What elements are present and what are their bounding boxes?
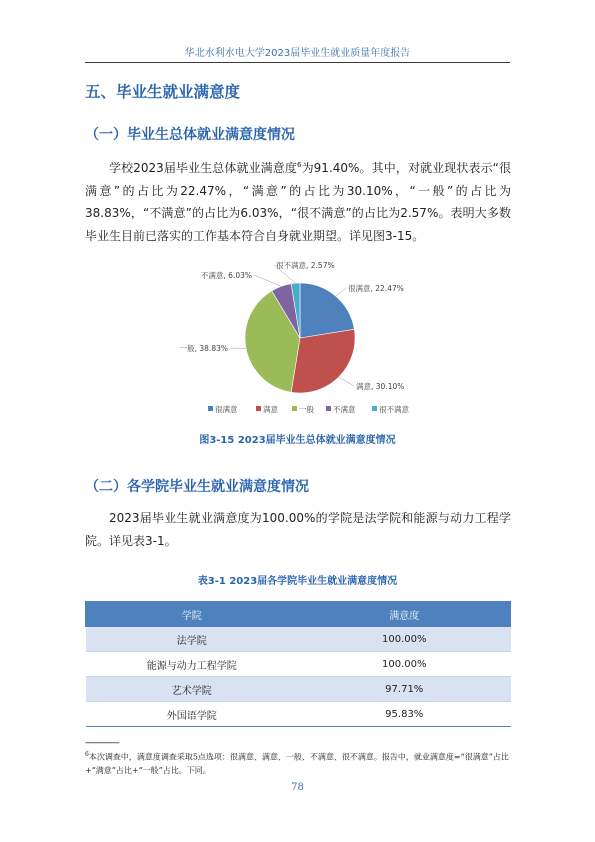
pie-leader-line-0 — [336, 288, 346, 296]
pie-data-label-0: 很满意, 22.47% — [348, 284, 404, 293]
table-row — [86, 702, 511, 727]
cell-college: 艺术学院 — [86, 677, 299, 702]
section-title: 五、毕业生就业满意度 — [85, 83, 241, 101]
legend-item-0 — [208, 404, 238, 414]
figure-caption: 图3-15 2023届毕业生总体就业满意度情况 — [199, 435, 396, 446]
table-caption: 表3-1 2023届各学院毕业生就业满意度情况 — [197, 576, 398, 587]
cell-satisfaction: 97.71% — [298, 677, 511, 702]
column-header-college: 学院 — [86, 602, 299, 627]
legend-swatch-0 — [208, 406, 213, 411]
cell-college: 外国语学院 — [86, 702, 299, 727]
table-row — [86, 627, 511, 652]
footnote-separator: --------------- — [85, 738, 119, 748]
college-satisfaction-table — [85, 601, 511, 727]
table-row — [86, 677, 511, 702]
legend-item-3 — [326, 404, 356, 414]
column-header-satisfaction: 满意度 — [298, 602, 511, 627]
cell-satisfaction: 95.83% — [298, 702, 511, 727]
pie-slice-0 — [300, 283, 354, 338]
table-header-row — [86, 602, 511, 627]
footnote — [85, 748, 513, 777]
legend-item-2 — [292, 404, 314, 414]
footnote-mark: 6 — [85, 751, 89, 758]
footnote-reference[interactable]: 6 — [297, 161, 302, 169]
legend-swatch-4 — [372, 406, 377, 411]
satisfaction-pie-chart — [170, 255, 430, 423]
pie-slice-1 — [291, 329, 355, 393]
legend-item-1 — [256, 404, 278, 414]
legend-label-1: 满意 — [263, 405, 278, 414]
pie-data-label-2: 一般, 38.83% — [179, 344, 228, 353]
legend-item-4 — [372, 404, 409, 414]
legend-swatch-1 — [256, 406, 261, 411]
paragraph-overall-satisfaction — [85, 154, 511, 247]
pie-data-label-3: 不满意, 6.03% — [200, 271, 252, 280]
running-header: 华北水利水电大学2023届毕业生就业质量年度报告 — [184, 48, 411, 59]
footnote-text: 本次调查中，满意度调查采取5点选项：很满意、满意、一般、不满意、很不满意。报告中，就业满意度=“很满意”占比+“满意”占比+“一般”占比。下同。 — [85, 752, 509, 775]
cell-satisfaction: 100.00% — [298, 627, 511, 652]
legend-label-2: 一般 — [299, 405, 314, 414]
pie-leader-line-3 — [254, 275, 281, 286]
cell-satisfaction: 100.00% — [298, 652, 511, 677]
header-rule — [85, 62, 510, 63]
cell-college: 法学院 — [86, 627, 299, 652]
paragraph-text-a: 学校2023届毕业生总体就业满意度 — [109, 161, 297, 175]
table-row — [86, 652, 511, 677]
cell-college: 能源与动力工程学院 — [86, 652, 299, 677]
legend-label-4: 很不满意 — [379, 405, 409, 414]
subsection-title-2: （二）各学院毕业生就业满意度情况 — [85, 479, 309, 495]
legend-label-0: 很满意 — [215, 405, 238, 414]
paragraph-text-b: 为91.40%。其中，对就业现状表示“很满意”的占比为22.47%，“满意”的占比为30.10%，“一般”的占比为38.83%，“不满意”的占比为6.03%，“很不满意”的占比为2.57%。表明大多数毕业生目前已落实的工作基本符合自身就业期望。详见图3-15。 — [85, 161, 511, 243]
legend-swatch-2 — [292, 406, 297, 411]
legend-label-3: 不满意 — [333, 405, 356, 414]
paragraph-college-satisfaction: 2023届毕业生就业满意度为100.00%的学院是法学院和能源与动力工程学院。详见表3-1。 — [85, 511, 511, 548]
subsection-title-1: （一）毕业生总体就业满意度情况 — [85, 127, 295, 143]
legend-swatch-3 — [326, 406, 331, 411]
pie-data-label-4: 很不满意, 2.57% — [276, 261, 335, 270]
pie-data-label-1: 满意, 30.10% — [356, 382, 405, 391]
pie-leader-line-1 — [339, 377, 354, 386]
page-number: 78 — [291, 782, 304, 793]
